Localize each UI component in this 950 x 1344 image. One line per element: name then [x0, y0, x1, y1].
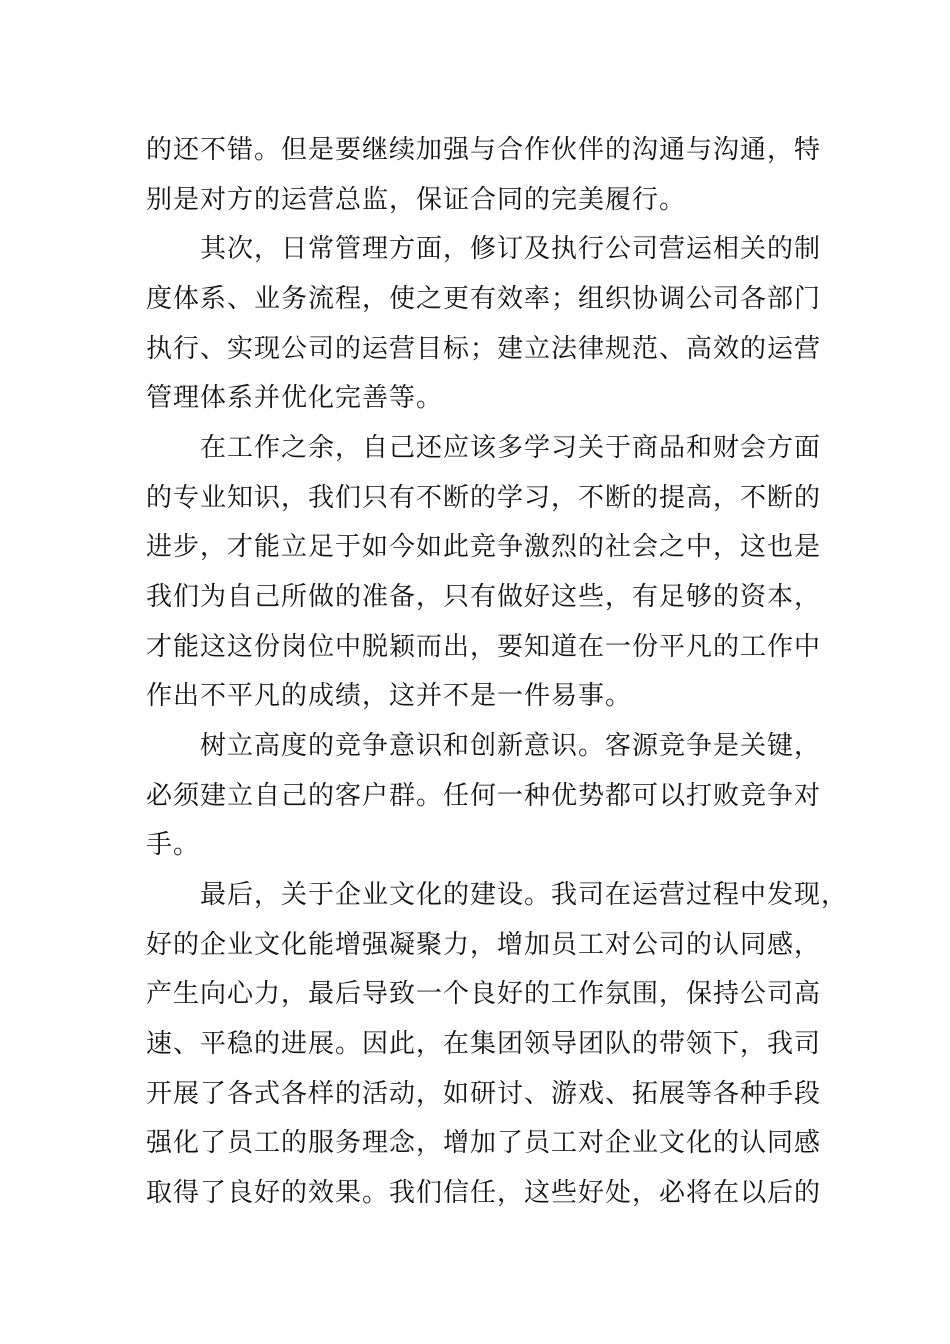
- text-line: 必须建立自己的客户群。任何一种优势都可以打败竞争对: [146, 781, 822, 811]
- text-line: 别是对方的运营总监，保证合同的完美履行。: [146, 185, 687, 215]
- text-line: 作出不平凡的成绩，这并不是一件易事。: [146, 681, 633, 711]
- text-line: 执行、实现公司的运营目标；建立法律规范、高效的运营: [146, 334, 822, 364]
- text-line: 产生向心力，最后导致一个良好的工作氛围，保持公司高: [146, 979, 822, 1009]
- text-line: 开展了各式各样的活动，如研讨、游戏、拓展等各种手段: [146, 1079, 822, 1109]
- text-line: 好的企业文化能增强凝聚力，增加员工对公司的认同感，: [146, 930, 822, 960]
- paragraph-first-line: 树立高度的竞争意识和创新意识。客源竞争是关键，: [200, 731, 822, 761]
- paragraph-first-line: 在工作之余，自己还应该多学习关于商品和财会方面: [200, 433, 822, 463]
- text-line: 我们为自己所做的准备，只有做好这些，有足够的资本，: [146, 582, 822, 612]
- text-line: 强化了员工的服务理念，增加了员工对企业文化的认同感: [146, 1128, 822, 1158]
- text-line: 速、平稳的进展。因此，在集团领导团队的带领下，我司: [146, 1029, 822, 1059]
- text-line: 才能这这份岗位中脱颖而出，要知道在一份平凡的工作中: [146, 632, 822, 662]
- text-line: 手。: [146, 830, 201, 860]
- text-line: 的还不错。但是要继续加强与合作伙伴的沟通与沟通，特: [146, 135, 822, 165]
- text-line: 进步，才能立足于如今如此竞争激烈的社会之中，这也是: [146, 532, 822, 562]
- text-line: 度体系、业务流程，使之更有效率；组织协调公司各部门: [146, 284, 822, 314]
- text-line: 管理体系并优化完善等。: [146, 383, 444, 413]
- paragraph-first-line: 其次，日常管理方面，修订及执行公司营运相关的制: [200, 234, 822, 264]
- text-line: 取得了良好的效果。我们信任，这些好处，必将在以后的: [146, 1178, 822, 1208]
- text-line: 的专业知识，我们只有不断的学习，不断的提高，不断的: [146, 483, 822, 513]
- paragraph-first-line: 最后，关于企业文化的建设。我司在运营过程中发现，: [200, 880, 849, 910]
